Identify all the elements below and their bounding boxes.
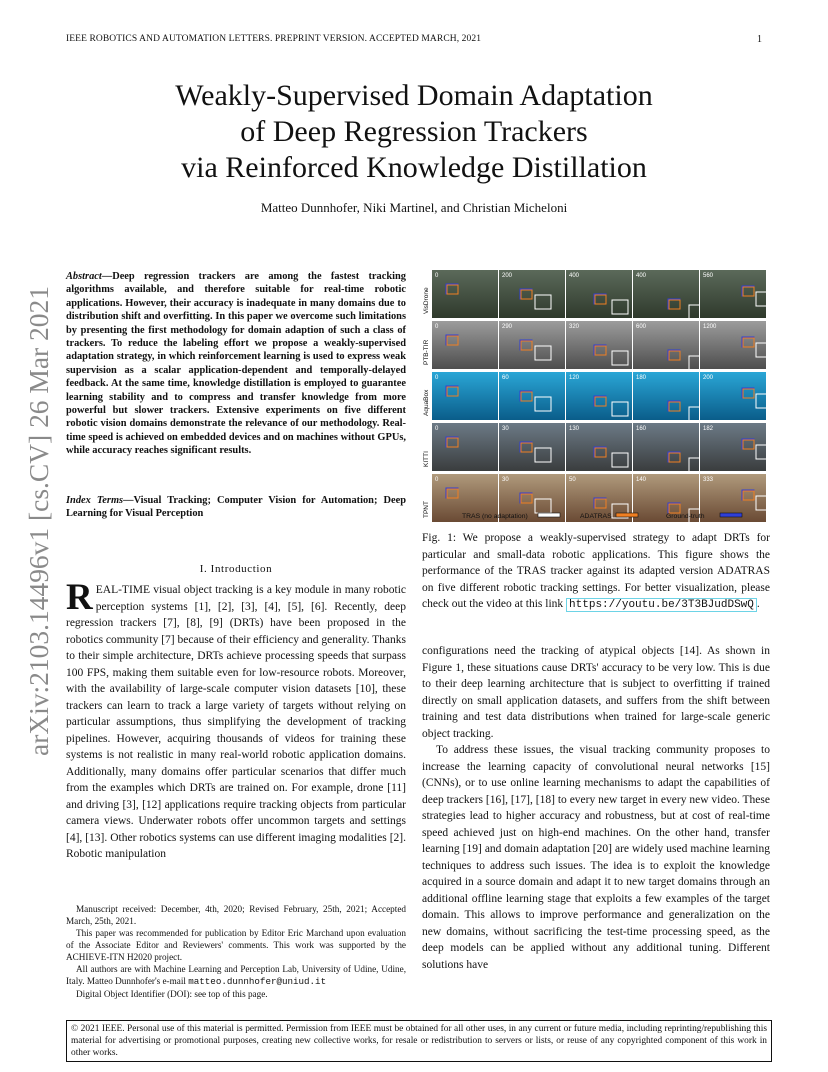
figure-frame <box>432 270 498 318</box>
arxiv-stamp-text: arXiv:2103.14496v1 [cs.CV] 26 Mar 2021 <box>24 294 54 756</box>
legend-label: Ground-truth <box>666 513 705 520</box>
frame-number: 30 <box>502 426 509 432</box>
footnote-affiliation <box>66 963 406 988</box>
intro-paragraph <box>66 577 406 863</box>
frame-number: 600 <box>636 324 647 330</box>
frame-number: 130 <box>569 426 580 432</box>
frame-number: 320 <box>569 324 580 330</box>
video-link[interactable]: https://youtu.be/3T3BJudDSwQ <box>566 598 757 612</box>
frame-number: 0 <box>435 426 439 432</box>
frame-number: 333 <box>703 477 714 483</box>
right-paragraph-2: To address these issues, the visual tracking community proposes to increase the learning capacity of convolutional neural networks [15] (CNNs), or to use online learning mechanisms to adapt the capabilities of deep trackers [16], [17], [18] to every new target in every new video. These strategies lead to higher accuracy and robustness, but at cost of real-time speed achieved just on high-end machines. On the other hand, transfer learning [19] and domain adaptation [20] are widely used machine learning techniques to address such issues. The idea is to exploit the knowledge acquired in a source domain and adapt it to new target domains through an additional offline learning stage that exploits a few examples of the target domain. This allows to improve performance and generalization on the new domains, without sacrificing the test-time processing speed, as the deep models can be applied without any additional tuning. Different solutions have <box>422 744 770 971</box>
frame-number: 200 <box>703 375 714 381</box>
figure-row-label: KITTI <box>423 451 430 467</box>
footnote-recommendation: This paper was recommended for publication by Editor Eric Marchand upon evaluation of the Associate Editor and Reviewers' comments. This work was supported by the ACHIEVE-ITN H2020 project. <box>66 928 406 962</box>
page-number: 1 <box>757 34 762 45</box>
frame-number: 1200 <box>703 324 717 330</box>
frame-number: 290 <box>502 324 513 330</box>
title-line-1: Weakly-Supervised Domain Adaptation <box>175 79 653 112</box>
figure-1-grid <box>420 268 772 526</box>
figure-row-label: VisDrone <box>423 287 430 314</box>
title-line-2: of Deep Regression Trackers <box>240 115 588 148</box>
legend-label: ADATRAS <box>580 513 612 520</box>
arxiv-stamp <box>18 280 58 760</box>
title-line-3: via Reinforced Knowledge Distillation <box>181 151 647 184</box>
section-heading: I. Introduction <box>199 563 273 575</box>
frame-number: 0 <box>435 324 439 330</box>
frame-number: 120 <box>569 375 580 381</box>
legend-swatch <box>616 513 638 517</box>
figure-row-label: AquaBox <box>423 389 430 416</box>
figure-caption <box>422 530 770 614</box>
index-terms <box>66 494 406 521</box>
frame-number: 60 <box>502 375 509 381</box>
author-list: Matteo Dunnhofer, Niki Martinel, and Christian Micheloni <box>260 200 568 215</box>
abstract-lead: Abstract <box>66 271 102 282</box>
frame-number: 400 <box>569 273 580 279</box>
footnote-doi: Digital Object Identifier (DOI): see top of this page. <box>76 989 268 999</box>
index-terms-lead: Index Terms <box>66 495 124 506</box>
figure-frame <box>432 423 498 471</box>
author-email[interactable]: matteo.dunnhofer@uniud.it <box>188 976 327 987</box>
figure-frame <box>432 321 498 369</box>
figure-row-label: TPNT <box>423 501 430 518</box>
figure-1 <box>420 268 772 526</box>
frame-number: 200 <box>502 273 513 279</box>
frame-number: 50 <box>569 477 576 483</box>
right-column-text <box>422 643 770 973</box>
frame-number: 182 <box>703 426 714 432</box>
abstract-body: —Deep regression trackers are among the fastest tracking algorithms available, and therefore suitable for real-time robotic applications. However, their accuracy is inadequate in many domains due to distribution shift and overfitting. In this paper we overcome such limitations by presenting the first methodology for domain adaption of such a class of trackers. To reduce the labeling effort we propose a weakly-supervised adaptation strategy, in which reinforcement learning is used to express weak supervision as a scalar application-dependent and temporally-delayed feedback. At the same time, knowledge distillation is employed to guarantee learning stability and to compress and transfer knowledge from more powerful but slower trackers. Extensive experiments on five different robotic vision domains demonstrate the relevance of our methodology. Real-time speed is achieved on embedded devices and on machines without GPUs, while accuracy reaches significant results. <box>66 271 406 457</box>
abstract <box>66 270 406 458</box>
footnotes <box>66 903 406 1000</box>
dropcap: R <box>66 577 93 618</box>
caption-text: Fig. 1: We propose a weakly-supervised strategy to adapt DRTs for particular and small-data robotic applications. This figure shows the performance of the TRAS tracker against its adapted version ADATRAS on five different robotic tracking settings. For better visualization, please check out the video at this link <box>422 532 770 610</box>
frame-number: 0 <box>435 477 439 483</box>
figure-frame <box>432 372 498 420</box>
legend-swatch <box>720 513 742 517</box>
frame-number: 0 <box>435 273 439 279</box>
paper-title <box>80 78 748 186</box>
figure-row-label: PTB-TIR <box>423 339 430 365</box>
legend-swatch <box>538 513 560 517</box>
index-terms-body: —Visual Tracking; Computer Vision for Automation; Deep Learning for Visual Perception <box>66 495 406 520</box>
frame-number: 400 <box>636 273 647 279</box>
legend-label: TRAS (no adaptation) <box>462 513 528 520</box>
frame-number: 0 <box>435 375 439 381</box>
right-paragraph-1: configurations need the tracking of atypical objects [14]. As shown in Figure 1, these situations cause DRTs' accuracy to be very low. This is due to their deep learning architecture that is subject to overfitting if trained directly on small application datasets, and suffers from the shift between training and test data distributions when trained for large-scale generic object tracking. <box>422 645 770 740</box>
frame-number: 140 <box>636 477 647 483</box>
frame-number: 160 <box>636 426 647 432</box>
footnote-affiliation-text: All authors are with Machine Learning and Perception Lab, University of Udine, Udine, Italy. Matteo Dunnhofer's e-mail <box>66 964 406 986</box>
copyright-notice: © 2021 IEEE. Personal use of this material is permitted. Permission from IEEE must be obtained for all other uses, in any current or future media, including reprinting/republishing this material for advertising or promotional purposes, creating new collective works, for resale or redistribution to servers or lists, or reuse of any copyrighted component of this work in other works. <box>66 1020 772 1062</box>
intro-text: EAL-TIME visual object tracking is a key module in many robotic perception systems [1], [2], [3], [4], [5], [6]. Recently, deep regression trackers [7], [8], [9] (DRTs) have been proposed in the robotics community [7] because of their efficiency and generality. Thanks to their simple architecture, DRTs achieve processing speeds that surpass 100 FPS, making them suitable even for low-resource robots. Moreover, with the availability of large-scale computer vision datasets [10], these trackers can learn to track a large variety of targets without relying on particular assumptions, thus simplifying the development of tracking pipelines. However, acquiring thousands of videos for training these systems is not realistic in many real-world robotic application domains. Additionally, many domains offer particular scenarios that differ much from the examples which DRTs are trained on. For example, drone [11] and driving [3], [12] applications require tracking objects from particular camera views. Underwater robots offer uncommon targets and settings [4], [13]. Other robotics systems can use different imaging modalities [2]. Robotic manipulation <box>66 584 406 860</box>
frame-number: 180 <box>636 375 647 381</box>
running-head: IEEE ROBOTICS AND AUTOMATION LETTERS. PREPRINT VERSION. ACCEPTED MARCH, 2021 <box>66 34 482 44</box>
frame-number: 560 <box>703 273 714 279</box>
caption-end: . <box>756 598 760 610</box>
footnote-manuscript: Manuscript received: December, 4th, 2020; Revised February, 25th, 2021; Accepted March, 25th, 2021. <box>66 904 406 926</box>
frame-number: 30 <box>502 477 509 483</box>
